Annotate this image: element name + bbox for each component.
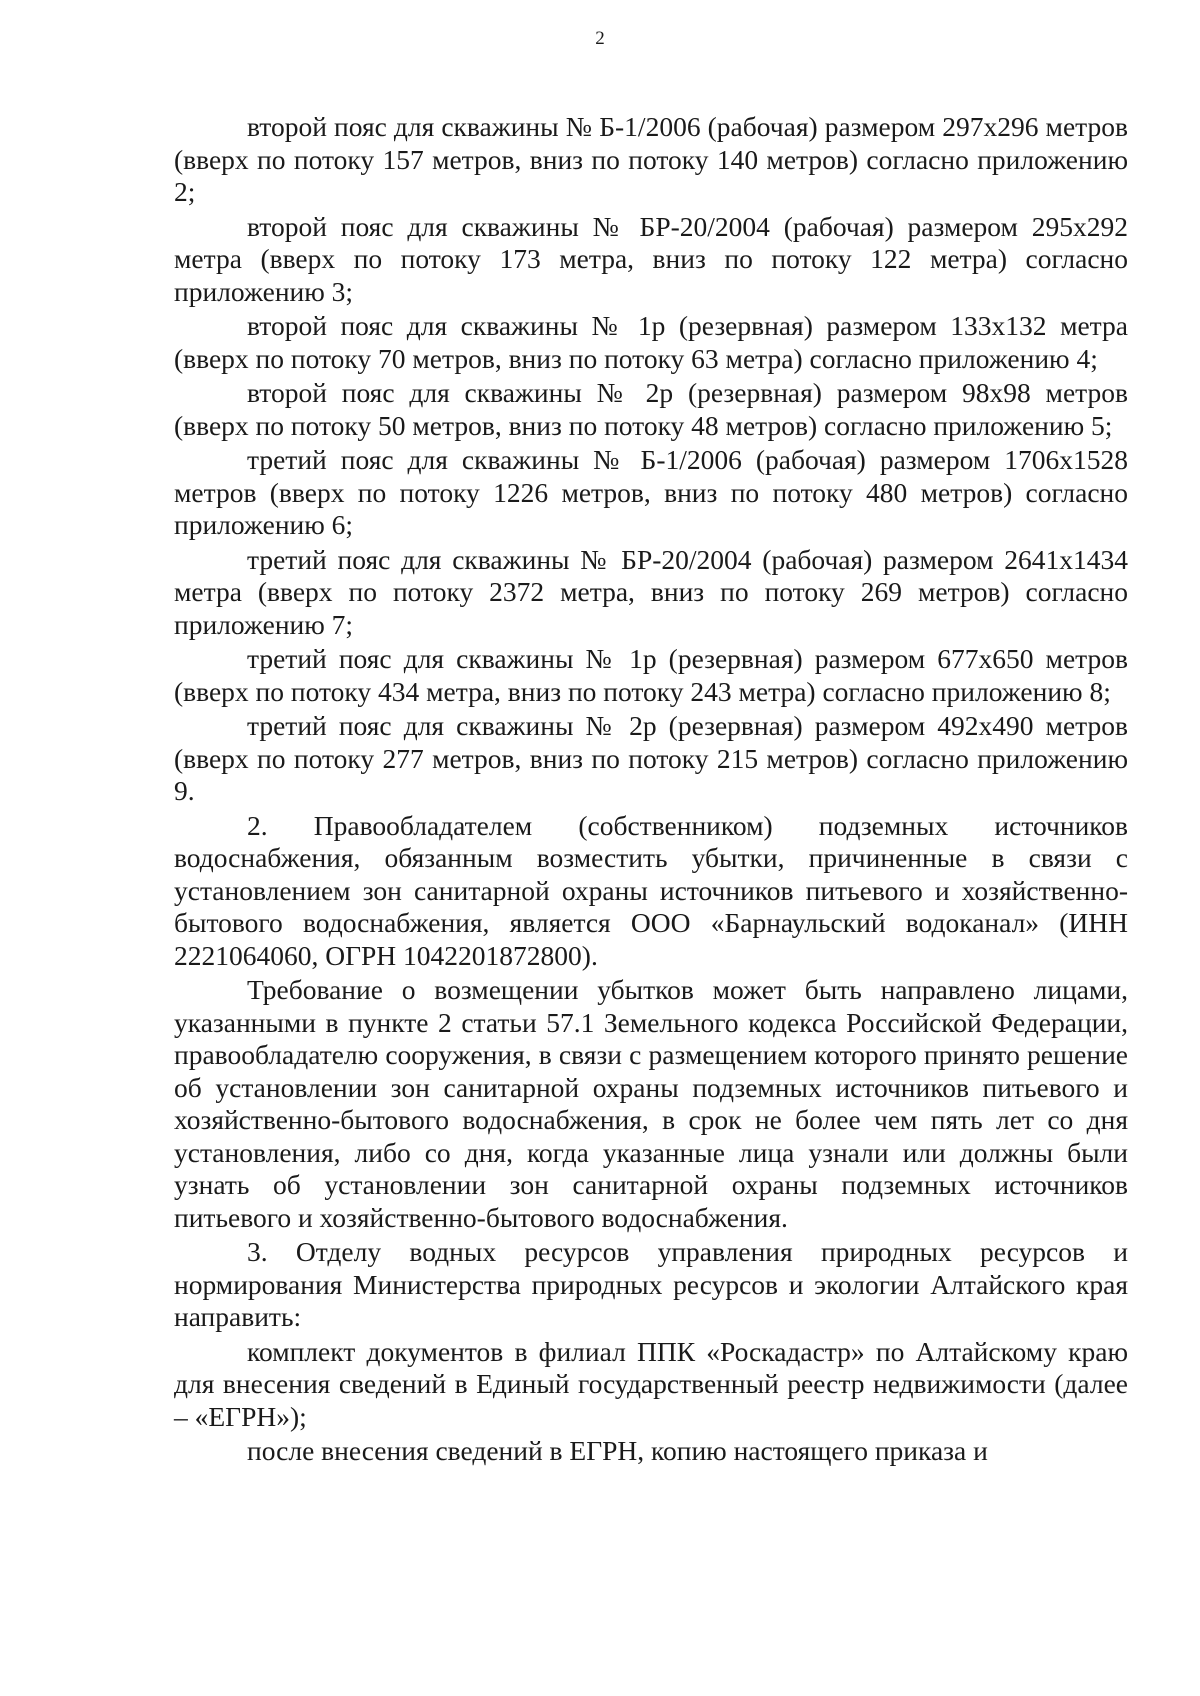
paragraph: после внесения сведений в ЕГРН, копию настоящего приказа и xyxy=(247,1435,988,1466)
paragraph: второй пояс для скважины № 1р (резервная) размером 133х132 метра (вверх по потоку 70 метров, вниз по потоку 63 метра) согласно приложению 4; xyxy=(174,310,1128,374)
paragraph: комплект документов в филиал ППК «Роскадастр» по Алтайскому краю для внесения сведений в Единый государственный реестр недвижимости (далее – «ЕГРН»); xyxy=(174,1335,1128,1432)
paragraph: третий пояс для скважины № БР-20/2004 (рабочая) размером 2641х1434 метра (вверх по потоку 2372 метра, вниз по потоку 269 метров) согласно приложению 7; xyxy=(174,543,1128,640)
paragraph: второй пояс для скважины № БР-20/2004 (рабочая) размером 295х292 метра (вверх по потоку 173 метра, вниз по потоку 122 метра) согласно приложению 3; xyxy=(174,210,1128,307)
document-body xyxy=(174,111,1128,1468)
paragraph: 2. Правообладателем (собственником) подземных источников водоснабжения, обязанным возместить убытки, причиненные в связи с установлением зон санитарной охраны источников питьевого и хозяйственно-бытового водоснабжения, является ООО «Барнаульский водоканал» (ИНН 2221064060, ОГРН 1042201872800). xyxy=(174,809,1128,971)
paragraph: 3. Отделу водных ресурсов управления природных ресурсов и нормирования Министерства природных ресурсов и экологии Алтайского края направить: xyxy=(174,1236,1128,1332)
paragraph: третий пояс для скважины № Б-1/2006 (рабочая) размером 1706х1528 метров (вверх по потоку 1226 метров, вниз по потоку 480 метров) согласно приложению 6; xyxy=(174,444,1128,540)
paragraph: Требование о возмещении убытков может быть направлено лицами, указанными в пункте 2 статьи 57.1 Земельного кодекса Российской Федерации, правообладателю сооружения, в связи с размещением которого принято решение об установлении зон санитарной охраны подземных источников питьевого и хозяйственно-бытового водоснабжения, в срок не более чем пять лет со дня установления, либо со дня, когда указанные лица узнали или должны были узнать об установлении зон санитарной охраны подземных источников питьевого и хозяйственно-бытового водоснабжения. xyxy=(174,974,1128,1233)
page-number: 2 xyxy=(595,28,605,49)
paragraph: третий пояс для скважины № 2р (резервная) размером 492х490 метров (вверх по потоку 277 метров, вниз по потоку 215 метров) согласно приложению 9. xyxy=(174,710,1128,806)
paragraph: второй пояс для скважины № 2р (резервная) размером 98х98 метров (вверх по потоку 50 метров, вниз по потоку 48 метров) согласно приложению 5; xyxy=(174,377,1128,441)
paragraph: второй пояс для скважины № Б-1/2006 (рабочая) размером 297х296 метров (вверх по потоку 157 метров, вниз по потоку 140 метров) согласно приложению 2; xyxy=(174,111,1128,207)
paragraph: третий пояс для скважины № 1р (резервная) размером 677х650 метров (вверх по потоку 434 метра, вниз по потоку 243 метра) согласно приложению 8; xyxy=(174,643,1128,707)
